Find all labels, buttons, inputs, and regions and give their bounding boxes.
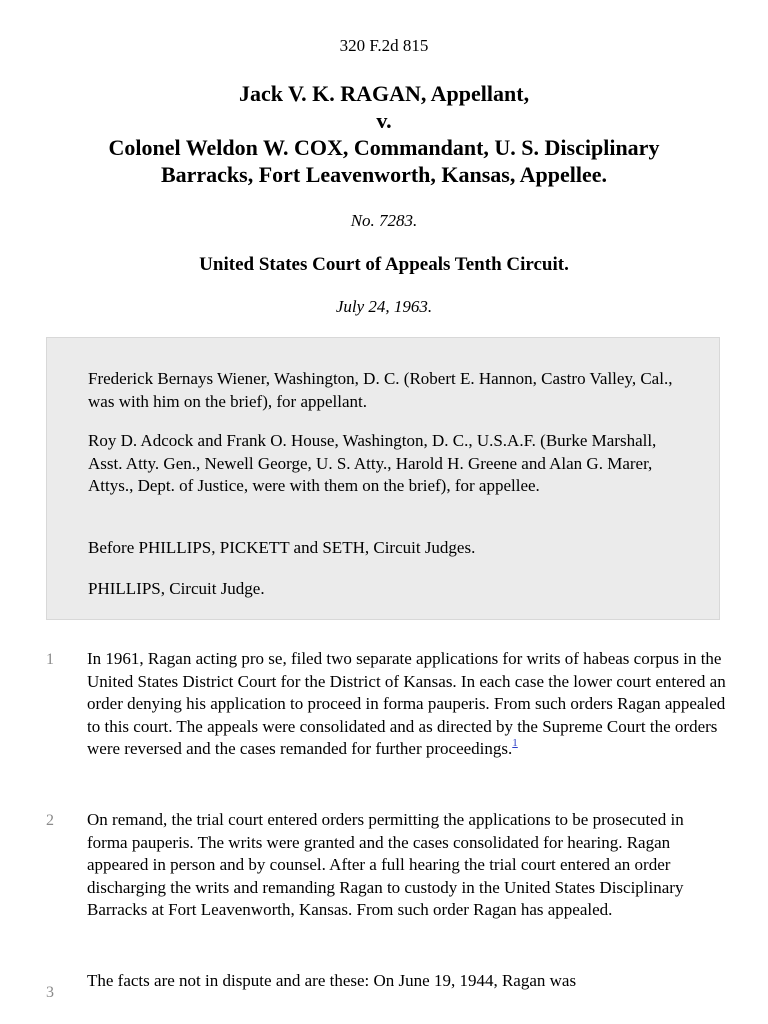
caption-appellee-line2: Barracks, Fort Leavenworth, Kansas, Appellee. [160,162,608,187]
paragraph-number: 2 [46,812,54,829]
counsel-appellee: Roy D. Adcock and Frank O. House, Washington, D. C., U.S.A.F. (Burke Marshall, Asst. Atty. Gen., Newell George, U. S. Atty., Harold H. Greene and Alan G. Marer, Attys., Dept. of Justice, were with them on the brief), for appellee. [88,431,657,495]
counsel-box [46,337,720,620]
caption-appellant: Jack V. K. RAGAN, Appellant, [238,81,530,106]
footnote-link[interactable]: 1 [512,737,518,749]
case-caption [0,80,768,188]
caption-versus: v. [376,108,392,133]
paragraph-body: In 1961, Ragan acting pro se, filed two separate applications for writs of habeas corpus in the United States District Court for the District of Kansas. In each case the lower court entered an order denying his application to proceed in forma pauperis. From such orders Ragan appealed to this court. The appeals were consolidated and as directed by the Supreme Court the orders were reversed and the cases remanded for further proceedings. [87,649,726,758]
panel-judges: Before PHILLIPS, PICKETT and SETH, Circuit Judges. [88,538,476,557]
docket-number: No. 7283. [350,211,418,230]
paragraph-text: The facts are not in dispute and are these: On June 19, 1944, Ragan was [87,971,577,990]
opinion-author: PHILLIPS, Circuit Judge. [88,579,265,598]
caption-appellee-line1: Colonel Weldon W. COX, Commandant, U. S. Disciplinary [108,135,660,160]
paragraph-text: On remand, the trial court entered orders permitting the applications to be prosecuted in forma pauperis. The writs were granted and the cases consolidated for hearing. Ragan appeared in person and by counsel. After a full hearing the trial court entered an order discharging the writs and remanding Ragan to custody in the United States Disciplinary Barracks at Fort Leavenworth, Kansas. From such order Ragan has appealed. [87,810,684,919]
paragraph-number: 1 [46,651,54,668]
decision-date: July 24, 1963. [335,297,433,316]
court-name: United States Court of Appeals Tenth Circuit. [199,254,569,275]
paragraph-number: 3 [46,984,54,1001]
paragraph-text [87,648,727,761]
counsel-appellant: Frederick Bernays Wiener, Washington, D. C. (Robert E. Hannon, Castro Valley, Cal., was with him on the brief), for appellant. [88,369,673,411]
case-citation: 320 F.2d 815 [339,36,429,55]
